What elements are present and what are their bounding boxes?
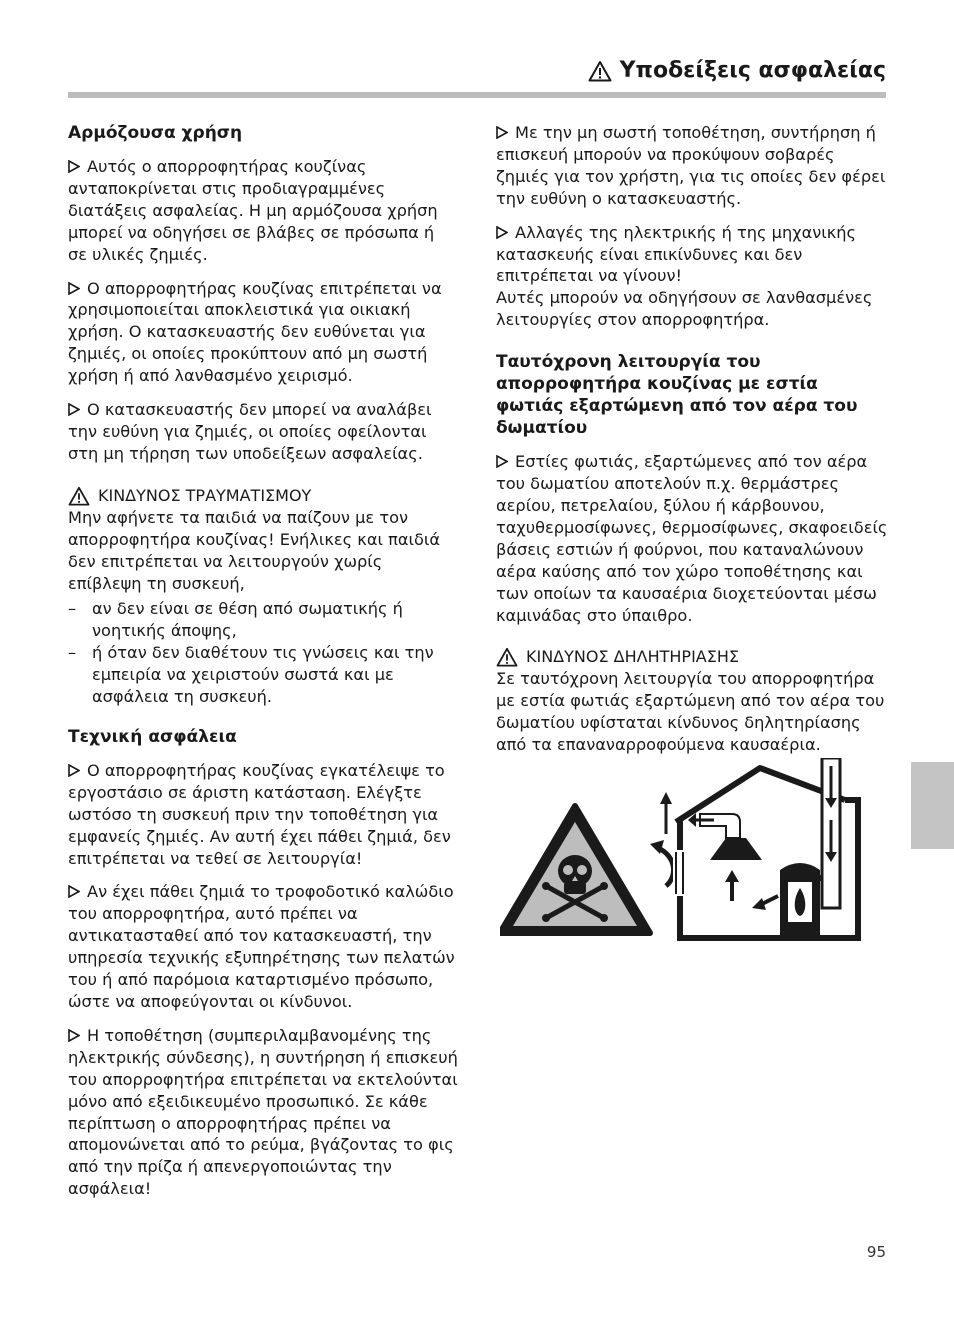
warning-title: ΚΙΝΔΥΝΟΣ ΔΗΛΗΤΗΡΙΑΣΗΣ bbox=[496, 646, 888, 668]
chimney-icon bbox=[822, 758, 840, 908]
page-number: 95 bbox=[866, 1243, 886, 1261]
arrow-marker-icon bbox=[68, 282, 80, 295]
arrow-marker-icon bbox=[68, 764, 80, 777]
arrow-marker-icon bbox=[68, 1029, 80, 1042]
warning-triangle-icon bbox=[588, 60, 612, 82]
page-header bbox=[588, 58, 886, 83]
warning-list bbox=[68, 598, 458, 708]
paragraph: Αν έχει πάθει ζημιά το τροφοδοτικό καλώδιο του απορροφητήρα, αυτό πρέπει να αντικατασταθεί από τον κατασκευαστή, την υπηρεσία τεχνικής εξυπηρέτησης των πελατών του ή από παρόμοια καταρτισμένο πρόσωπο, ώστε να αποφεύγονται οι κίνδυνοι. bbox=[68, 882, 455, 1011]
skull-warning-triangle-icon bbox=[500, 806, 650, 933]
section-heading-simultaneous-operation: Ταυτόχρονη λειτουργία του απορροφητήρα κουζίνας με εστία φωτιάς εξαρτώμενη από τον αέρα του δωματίου bbox=[496, 352, 858, 439]
list-item: – αν δεν είναι σε θέση από σωματικής ή νοητικής άποψης, bbox=[68, 598, 458, 642]
arrow-marker-icon bbox=[496, 226, 508, 239]
paragraph: Αυτός ο απορροφητήρας κουζίνας ανταποκρίνεται στις προδιαγραμμένες διατάξεις ασφαλείας. Η μη αρμόζουσα χρήση μπορεί να οδηγήσει σε βλάβες σε πρόσωπα ή σε υλικές ζημιές. bbox=[68, 157, 438, 264]
air-flow-arrow-icon bbox=[658, 848, 674, 886]
page-title: Υποδείξεις ασφαλείας bbox=[619, 58, 886, 83]
paragraph: Με την μη σωστή τοποθέτηση, συντήρηση ή επισκευή μπορούν να προκύψουν σοβαρές ζημιές για τον χρήστη, για τις οποίες δεν φέρει την ευθύνη ο κατασκευαστής. bbox=[496, 123, 886, 208]
warning-triangle-icon bbox=[496, 647, 518, 667]
warning-triangle-icon bbox=[68, 486, 90, 506]
poisoning-hazard-illustration bbox=[500, 758, 870, 948]
warning-poisoning bbox=[496, 646, 888, 756]
section-heading-proper-use: Αρμόζουσα χρήση bbox=[68, 123, 243, 143]
paragraph: Εστίες φωτιάς, εξαρτώμενες από τον αέρα του δωματίου αποτελούν π.χ. θερμάστρες αερίου, πετρελαίου, ξύλου ή κάρβουνου, ταχυθερμοσίφωνες, θερμοσίφωνες, σκαφοειδείς βάσεις εστιών ή φούρνοι, που καταναλώνουν αέρα καύσης από τον χώρο τοποθέτησης και των οποίων τα καυσαέρια διοχετεύονται μέσω καμινάδας στο ύπαιθρο. bbox=[496, 452, 888, 625]
warning-injury bbox=[68, 485, 458, 708]
arrow-marker-icon bbox=[496, 126, 508, 139]
paragraph: Αλλαγές της ηλεκτρικής ή της μηχανικής κατασκευής είναι επικίνδυνες και δεν επιτρέπεται να γίνουν! bbox=[496, 222, 857, 286]
arrow-marker-icon bbox=[68, 885, 80, 898]
warning-text: Σε ταυτόχρονη λειτουργία του απορροφητήρα με εστία φωτιάς εξαρτώμενη από τον αέρα του δωματίου υφίσταται κίνδυνος δηλητηρίασης από τα επαναναρροφούμενα καυσαέρια. bbox=[496, 669, 885, 755]
left-column bbox=[68, 122, 458, 1212]
warning-text: Μην αφήνετε τα παιδιά να παίζουν με τον απορροφητήρα κουζίνας! Ενήλικες και παιδιά δεν επιτρέπεται να λειτουργούν χωρίς επίβλεψη τη συσκευή, bbox=[68, 507, 441, 593]
arrow-marker-icon bbox=[68, 160, 80, 173]
chapter-tab bbox=[911, 762, 954, 849]
warning-title: ΚΙΝΔΥΝΟΣ ΤΡΑΥΜΑΤΙΣΜΟΥ bbox=[68, 485, 458, 507]
stove-with-fire-icon bbox=[752, 863, 822, 938]
arrow-marker-icon bbox=[496, 455, 508, 468]
header-divider bbox=[68, 92, 886, 98]
paragraph: Ο κατασκευαστής δεν μπορεί να αναλάβει την ευθύνη για ζημιές, οι οποίες οφείλονται στη μη τήρηση των υποδείξεων ασφαλείας. bbox=[68, 400, 432, 463]
list-item: – ή όταν δεν διαθέτουν τις γνώσεις και την εμπειρία να χειριστούν σωστά και με ασφάλεια τη συσκευή. bbox=[68, 642, 458, 708]
paragraph: Ο απορροφητήρας κουζίνας επιτρέπεται να χρησιμοποιείται αποκλειστικά για οικιακή χρήση. Ο κατασκευαστής δεν ευθύνεται για ζημιές, οι οποίες προκύπτουν από μη σωστή χρήση ή από λανθασμένο χειρισμό. bbox=[68, 278, 442, 386]
paragraph: Αυτές μπορούν να οδηγήσουν σε λανθασμένες λειτουργίες στον απορροφητήρα. bbox=[496, 288, 873, 330]
section-heading-technical-safety: Τεχνική ασφάλεια bbox=[68, 726, 237, 747]
paragraph: Η τοποθέτηση (συμπεριλαμβανομένης της ηλεκτρικής σύνδεσης), η συντήρηση ή επισκευή του απορροφητήρα επιτρέπεται να εκτελούνται μόνο από εξειδικευμένο προσωπικό. Σε κάθε περίπτωση ο απορροφητήρας πρέπει να απομονώνεται από το ρεύμα, βγάζοντας το φις από την πρίζα ή απενεργοποιώντας την ασφάλεια! bbox=[68, 1025, 458, 1199]
arrow-marker-icon bbox=[68, 403, 80, 416]
paragraph: Ο απορροφητήρας κουζίνας εγκατέλειψε το εργοστάσιο σε άριστη κατάσταση. Ελέγξτε ωστόσο τη συσκευή πριν την τοποθέτηση για εμφανείς ζημιές. Αν αυτή έχει πάθει ζημιά, δεν επιτρέπεται να τεθεί σε λειτουργία! bbox=[68, 760, 451, 868]
right-column bbox=[496, 122, 888, 770]
